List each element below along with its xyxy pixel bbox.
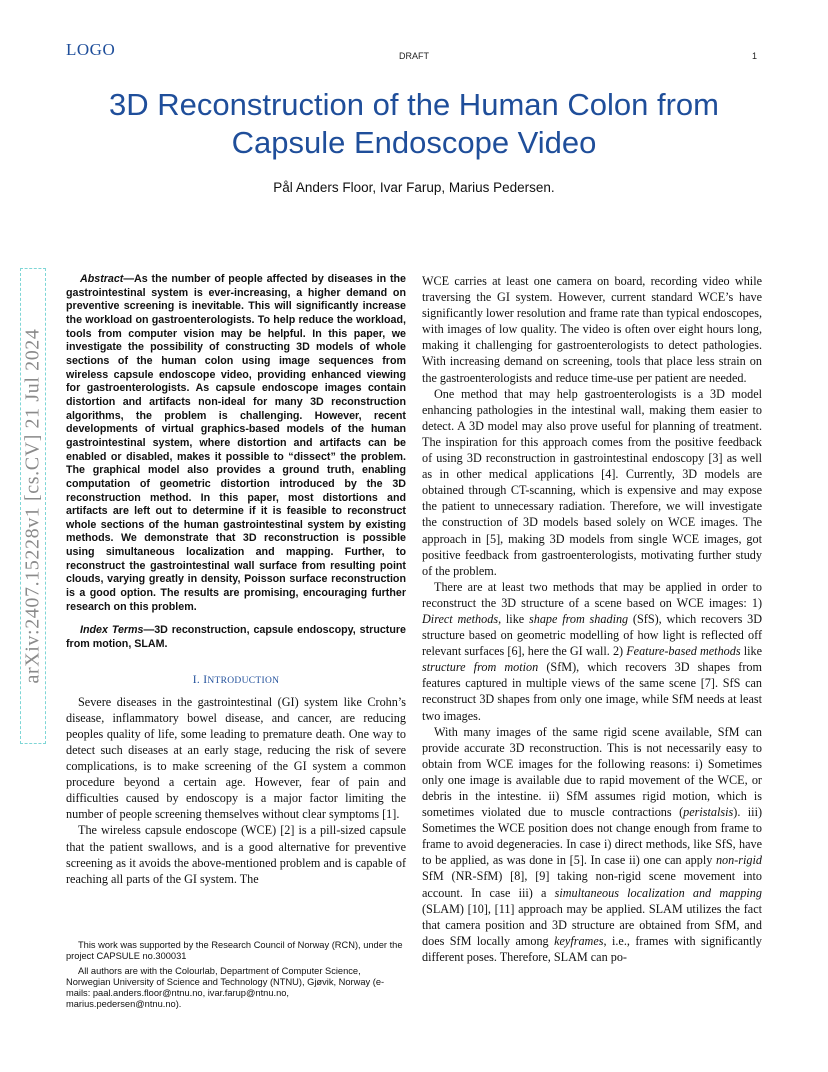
index-terms — [66, 624, 406, 651]
text-run: With many images of the same rigid scene available, SfM can provide accurate 3D reconstruction. This is not necessarily easy to obtain from WCE images for the following reasons: i) Sometimes only one image is available due to rapid movement of the WCE, or debris in the intestine. ii) SfM assumes rigid motion, which is sometimes violated due to muscle contractions ( — [422, 724, 762, 820]
footnote-affiliation: All authors are with the Colourlab, Department of Computer Science, Norwegian University of Science and Technology (NTNU), Gjøvik, Norway (e-mails: paal.anders.floor@ntnu.no, ivar.farup@ntnu.no, marius.pedersen@ntnu.no). — [66, 965, 385, 1010]
section-title-rest: NTRODUCTION — [207, 675, 280, 686]
text-run: SfM (NR-SfM) [8], [9] taking non-rigid scene movement into account. In case iii) a — [422, 869, 762, 900]
abstract-label: Abstract — [80, 273, 124, 285]
emphasis: Feature-based methods — [626, 644, 741, 659]
body-paragraph: Severe diseases in the gastrointestinal (GI) system like Crohn’s disease, inflammatory bowel disease, and cancer, are reducing peoples quality of life, some leading to premature death. One way to detect such diseases at an early stage, reducing the risk of severe complications, is to make screening of the GI system a common procedure beyond a certain age. However, fear of pain and difficulties caused by endoscopy is a major factor limiting the number of people screening themselves without clear symptoms [1]. — [66, 694, 406, 822]
text-run: (SfM), which recovers 3D shapes from features captured in multiple views of the same scene [7]. SfS can reconstruct 3D shapes from only one image, while SfM needs at least two images. — [422, 660, 762, 723]
emphasis: structure from motion — [422, 660, 539, 675]
abstract-text: As the number of people affected by diseases in the gastrointestinal system is ever-increasing, a higher demand on preventive screening is inevitable. This will significantly increase the workload on gastroenterologists. To help reduce the workload, tools from computer vision may be helpful. In this paper, we investigate the possibility of constructing 3D models of whole sections of the human colon using image sequences from wireless capsule endoscope video, providing enhanced viewing for gastroenterologists. As capsule endoscope images contain distortion and artifacts non-ideal for many 3D reconstruction algorithms, the problem is challenging. However, recent developments of virtual graphics-based models of the human gastrointestinal system, where distortion and artifacts can be enabled or disabled, makes it possible to “dissect” the problem. The graphical model also provides a ground truth, enabling computation of geometric distortion introduced by the 3D reconstruction method. In this paper, most distortions and artifacts are left out to determine if it is feasible to reconstruct whole sections of the human gastrointestinal system by existing methods. We demonstrate that 3D reconstruction is possible using simultaneous localization and mapping. Further, to reconstruct the gastrointestinal wall surface from resulting point clouds, varying greatly in density, Poisson surface reconstruction is a good option. The results are promising, encouraging further research on this problem. — [66, 273, 406, 613]
left-column — [66, 273, 406, 887]
body-paragraph: WCE carries at least one camera on board, recording video while traversing the GI system. However, current standard WCE’s have significantly lower resolution and frame rate than typical endoscopes, with images of low quality. The video is often over eight hours long, making it challenging for gastroenterologists to detect pathologies. With increasing demand on screening, tools that place less strain on the gastroenterologists and reduce time-use per patient are needed. — [422, 274, 762, 385]
emphasis: peristalsis — [683, 805, 734, 820]
draft-label: DRAFT — [399, 51, 429, 61]
index-terms-text: 3D reconstruction, capsule endoscopy, structure from motion, SLAM. — [66, 624, 406, 651]
journal-logo: LOGO — [66, 40, 116, 59]
index-terms-separator: — — [143, 624, 155, 637]
arxiv-stamp[interactable] — [20, 268, 46, 744]
emphasis: keyframes — [554, 933, 604, 948]
paper-title — [60, 86, 768, 162]
emphasis: simultaneous localization and mapping — [554, 885, 762, 900]
text-run: There are at least two methods that may be applied in order to reconstruct the 3D structure of a scene based on WCE images: 1) — [422, 579, 762, 610]
body-paragraph — [422, 724, 762, 965]
footnotes — [66, 940, 406, 1014]
emphasis: non-rigid — [715, 853, 762, 868]
section-heading-introduction — [66, 674, 406, 686]
left-body — [66, 694, 406, 887]
footnote-funding: This work was supported by the Research Council of Norway (RCN), under the project CAPSULE no.300031 — [66, 940, 403, 962]
index-terms-label: Index Terms — [80, 624, 144, 637]
title-line-2: Capsule Endoscope Video — [231, 125, 597, 160]
title-line-1: 3D Reconstruction of the Human Colon from — [109, 87, 719, 122]
emphasis: shape from shading — [528, 611, 629, 626]
section-title-initial: I — [203, 673, 208, 686]
text-run: , i.e., frames with significantly different poses. Therefore, SLAM can po- — [422, 933, 762, 964]
author-list: Pål Anders Floor, Ivar Farup, Marius Pedersen. — [273, 180, 555, 195]
text-run: , like — [498, 611, 529, 626]
section-numeral: I. — [192, 673, 204, 686]
emphasis: Direct methods — [422, 611, 499, 626]
body-paragraph: The wireless capsule endoscope (WCE) [2] is a pill-sized capsule that the patient swallows, and is a good alternative for preventive screening as it avoids the above-mentioned problem and is capable of reaching all parts of the GI system. The — [66, 823, 406, 886]
right-column — [422, 273, 762, 965]
text-run: (SfS), which recovers 3D structure based on geometric modelling of how light is reflected off relevant surfaces [6], here the GI wall. 2) — [422, 611, 763, 659]
text-run: ). iii) Sometimes the WCE position does not change enough from frame to frame to avoid degeneracies. In case i) direct methods, like SfS, have to be applied, as was done in [5]. In case ii) one can apply — [422, 805, 763, 868]
body-paragraph: One method that may help gastroenterologists is a 3D model enhancing pathologies in the intestinal wall, making them easier to detect. A 3D model may also prove useful for planning of treatment. The inspiration for this approach comes from the positive feedback of using 3D reconstruction in gastrointestinal endoscopy [3] as well as in other medical applications [4]. Currently, 3D models are obtained through CT-scanning, which is expensive and may expose the patient to unnecessary radiation. Therefore, we will investigate the construction of 3D models based solely on WCE images. The approach in [5], making 3D models from single WCE images, got positive feedback from gastroenterologists, motivating further study of the problem. — [422, 386, 762, 578]
text-run: (SLAM) [10], [11] approach may be applied. SLAM utilizes the fact that camera position and 3D structure are obtained from SfM, and does SfM locally among — [422, 901, 762, 948]
abstract — [66, 273, 406, 614]
text-run: like — [740, 644, 762, 659]
abstract-separator: — — [123, 273, 135, 285]
page-number: 1 — [752, 51, 758, 61]
arxiv-stamp-text: arXiv:2407.15228v1 [cs.CV] 21 Jul 2024 — [21, 328, 44, 684]
body-paragraph — [422, 579, 762, 724]
